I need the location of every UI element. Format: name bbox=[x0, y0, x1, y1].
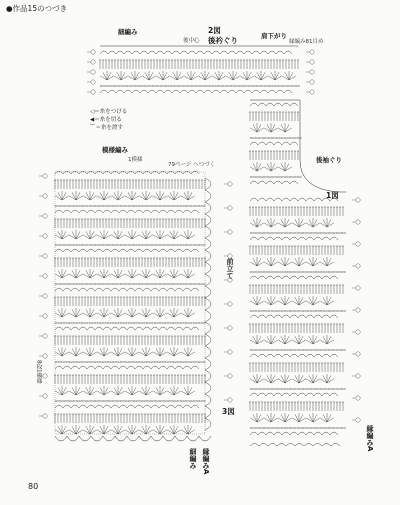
fig3-edge-label: 細編み bbox=[189, 448, 197, 469]
figure-2-back-neck bbox=[87, 46, 314, 94]
fig3-pattern-label: 模様編み bbox=[102, 146, 128, 154]
fig3-rows-label: 8段1模様 bbox=[35, 360, 42, 384]
fig1-border-a-label: 縁編みA bbox=[366, 425, 374, 452]
legend-item: ⌒＝糸を渡す bbox=[90, 125, 124, 131]
fig1-armhole-label: 後袖ぐり bbox=[316, 156, 342, 164]
fig3-title: 3図 bbox=[222, 407, 235, 416]
fig2-edge-label: 細編み bbox=[118, 28, 138, 36]
fig2-shoulder-label: 肩下がり bbox=[261, 32, 287, 40]
fig2-subtitle: 後衿ぐり bbox=[208, 36, 238, 45]
figure-1-back-armhole bbox=[249, 100, 360, 446]
fig2-border-label: 縁編み81目め bbox=[289, 39, 324, 45]
legend-item: ◀＝糸を切る bbox=[90, 117, 122, 123]
fig3-front-label: 前立て bbox=[226, 258, 234, 279]
fig3-one-pattern-label: 1模様 bbox=[128, 157, 143, 163]
fig3-border-a-label: 縁編みA bbox=[202, 448, 210, 475]
figure-3-front-pattern bbox=[39, 171, 232, 441]
fig2-back-center-label: 後中心 bbox=[183, 38, 200, 44]
legend-item: ◁＝糸をつける bbox=[90, 109, 128, 115]
page-number: 80 bbox=[28, 482, 39, 491]
symbol-legend bbox=[90, 108, 127, 132]
fig1-title: 1図 bbox=[326, 191, 339, 200]
header-title: 作品15のつづき bbox=[12, 4, 68, 13]
fig2-title: 2図 bbox=[208, 26, 221, 35]
header-bullet: ● bbox=[6, 4, 13, 13]
fig3-page-ref-label: 79ページ へつづく bbox=[168, 162, 216, 168]
